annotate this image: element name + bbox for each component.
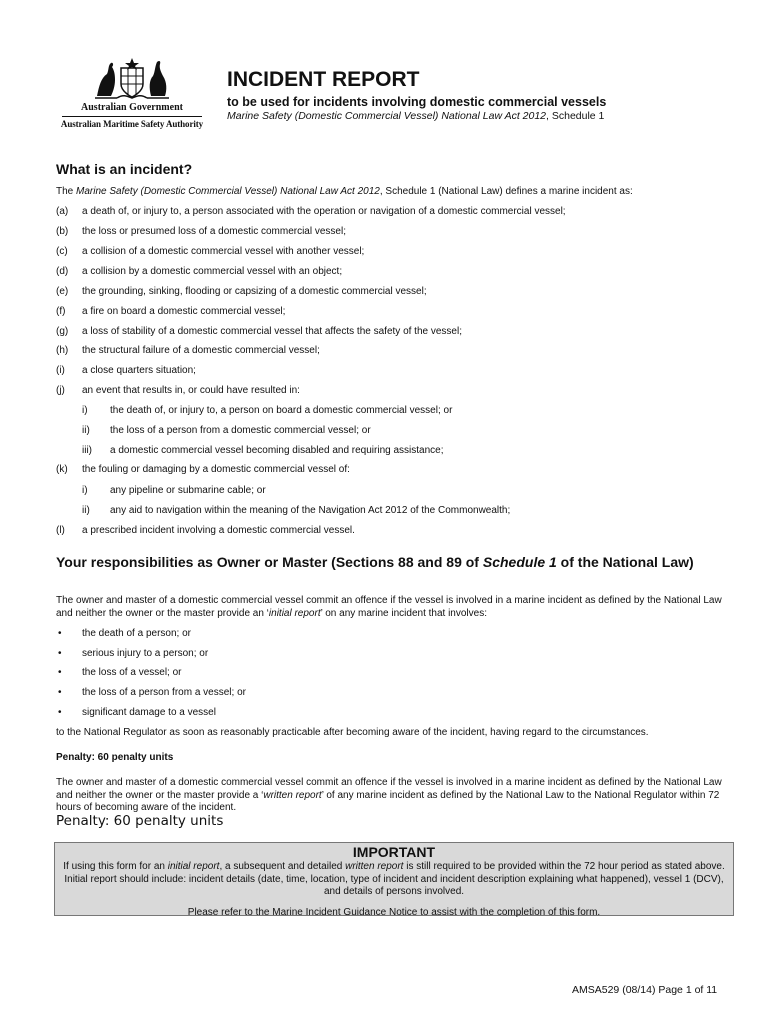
document-subtitle: to be used for incidents involving domestic commercial vessels [227, 95, 607, 109]
responsibilities-paragraph-3: The owner and master of a domestic commercial vessel commit an offence if the vessel is involved in a marine incident as defined by the National Law and neither the owner or the master provide a ‘written report’ of any marine incident as defined by the National Law to the National Regulator within 72 hours of becoming aware of the incident. [56, 777, 722, 813]
incident-intro: The Marine Safety (Domestic Commercial Vessel) National Law Act 2012, Schedule 1 (National Law) defines a marine incident as: [56, 186, 633, 197]
document-page: Australian Government Australian Maritime Safety Authority INCIDENT REPORT to be used for incidents involving domestic commercial vessels Marine Safety (Domestic Commercial Vessel) National Law Act 2012, Schedule 1 What is an incident? The Marine Safety (Domestic Commercial Vessel) National Law Act 2012, Schedule 1 (National Law) defines a marine incident as: (a) a death of, or injury to, a person associated with the operation or navigation of a domestic commercial vessel; (b) the loss or presumed loss of a domestic commercial vessel; (c) a collision of a domestic commercial vessel with another vessel; (d) a collision by a domestic commercial vessel with an object; (e) the grounding, sinking, flooding or capsizing of a domestic commercial vessel; (f) a fire on board a domestic commercial vessel; (g) a loss of stability of a domestic commercial vessel that affects the safety of the vessel; (h) the structural failure of a domestic commercial vessel; (i) a close quarters situation; (j) an event that results in, or could have resulted in: i) the death of, or injury to, a person on board a domestic commercial vessel; or ii) the loss of a person from a domestic commercial vessel; or iii) a domestic commercial vessel becoming disabled and requiring assistance; (k) the fouling or damaging by a domestic commercial vessel of: i) any pipeline or submarine cable; or ii) any aid to navigation within the meaning of the Navigation Act 2012 of the Commonwealth; (l) a prescribed incident involving a domestic commercial vessel. Your responsibilities as Owner or Master (Sections 88 and 89 of Schedule 1 of the National Law) The owner and master of a domestic commercial vessel commit an offence if the vessel is involved in a marine incident as defined by the National Law and neither the owner or the master provide an ‘initial report’ on any marine incident that involves: • the death of a person; or • serious injury to a person; or • the loss of a vessel; or • the loss of a person from a vessel; or • significant damage to a vessel to the National Regulator as soon as reasonably practicable after becoming aware of the incident, having regard to the circumstances. Penalty: 60 penalty units The owner and master of a domestic commercial vessel commit an offence if the vessel is involved in a marine incident as defined by the National Law and neither the owner or the master provide a ‘written report’ of any marine incident as defined by the National Law to the National Regulator within 72 hours of becoming aware of the incident. Penalty: 60 penalty units IMPORTANT If using this form for an initial report, a subsequent and detailed written report is still required to be provided within the 72 hour period as stated above. Initial report should include: incident details (date, time, location, type of incident and incident description explaining what happened), vessel 1 (DCV), and details of persons involved. Please refer to the Marine Incident Guidance Notice to assist with the completion of this form. AMSA529 (08/14) Page 1 of 11 [0, 0, 770, 1024]
page-footer: AMSA529 (08/14) Page 1 of 11 [572, 984, 718, 996]
incident-heading: What is an incident? [56, 161, 193, 177]
penalty-note: Penalty: 60 penalty units [56, 752, 174, 763]
logo-agency-text: Australian Maritime Safety Authority [60, 119, 204, 129]
important-body: If using this form for an initial report, a subsequent and detailed written report is still required to be provided within the 72 hour period as stated above. Initial report should include: incident details (date, time, location, type of incident and incident description explaining what happened), vessel 1 (DCV), and details of persons involved. [63, 861, 725, 897]
logo-government-text: Australian Government [81, 102, 183, 113]
amsa-logo [52, 56, 212, 129]
responsibilities-heading: Your responsibilities as Owner or Master (Sections 88 and 89 of Schedule 1 of the National Law) [56, 554, 694, 570]
responsibilities-paragraph-1: The owner and master of a domestic commercial vessel commit an offence if the vessel is involved in a marine incident as defined by the National Law and neither the owner or the master provide an ‘initial report’ on any marine incident that involves: [56, 595, 722, 619]
important-notice-box [54, 842, 734, 916]
logo-divider [62, 116, 202, 117]
responsibilities-paragraph-2: to the National Regulator as soon as reasonably practicable after becoming aware of the incident, having regard to the circumstances. [56, 727, 649, 738]
penalty-note-large: Penalty: 60 penalty units [56, 813, 224, 829]
act-reference: Marine Safety (Domestic Commercial Vessel) National Law Act 2012, Schedule 1 [227, 110, 605, 122]
coat-of-arms-icon [87, 56, 177, 100]
important-title: IMPORTANT [352, 844, 436, 860]
document-title: INCIDENT REPORT [227, 68, 420, 91]
important-footer: Please refer to the Marine Incident Guidance Notice to assist with the completion of this form. [187, 906, 601, 918]
